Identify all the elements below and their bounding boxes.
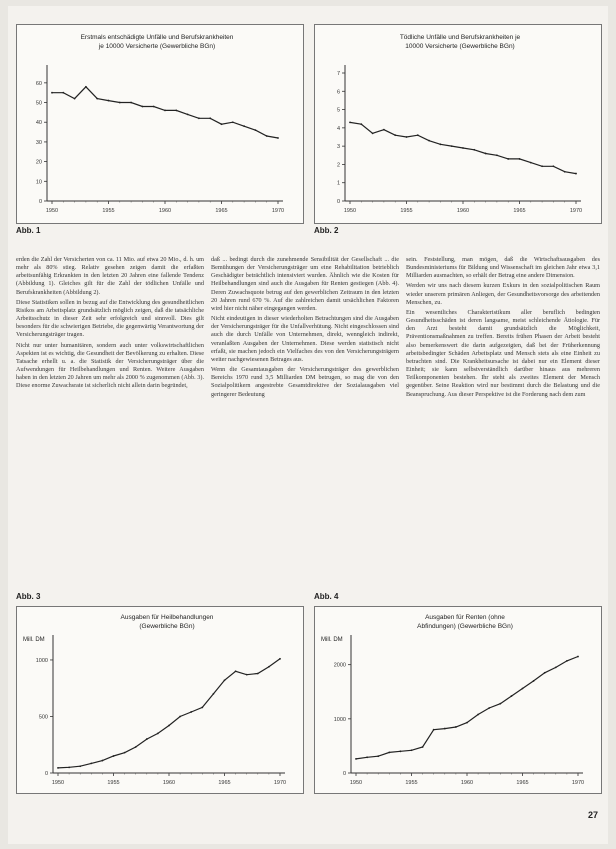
- data-point: [74, 98, 76, 100]
- data-point: [533, 680, 535, 682]
- paragraph: Werden wir uns nach diesem kurzen Exkurs in den sozialpolitischen Raum wieder unserem primären Anliegen, der Gesundheitsvorsorge des arbeitenden Menschen, zu.: [406, 282, 600, 306]
- data-point: [85, 86, 87, 88]
- data-point: [417, 134, 419, 136]
- paragraph: Diese Statistiken sollen in bezug auf die Entwicklung des gesundheitlichen Risikos am Arbeitsplatz grundsätzlich möglich zeigen, daß die tatsächliche Arbeitsschutz in dieser Zeit sehr erfolgreich und sinnvoll. Dies gilt besonders für die schwierigen Betriebe, die gegenwärtig Verantwortung der Versicherungsträger tragen.: [16, 298, 204, 339]
- data-point: [462, 147, 464, 149]
- data-point: [511, 695, 513, 697]
- data-point: [388, 752, 390, 754]
- x-tick-label: 1950: [51, 780, 65, 786]
- x-tick-label: 1965: [218, 780, 231, 786]
- x-tick-label: 1970: [273, 780, 287, 786]
- data-point: [394, 134, 396, 136]
- data-point: [488, 707, 490, 709]
- data-point: [575, 173, 577, 175]
- data-point: [157, 733, 159, 735]
- data-point: [499, 703, 501, 705]
- data-point: [433, 729, 435, 731]
- y-tick-label: 10: [35, 179, 42, 186]
- x-tick-label: 1965: [513, 208, 526, 214]
- series-line: [356, 657, 578, 759]
- text-column-2: [211, 256, 399, 401]
- data-point: [577, 656, 579, 658]
- chart-2-fatal-accidents: [315, 25, 601, 223]
- data-point: [372, 132, 374, 134]
- data-point: [179, 716, 181, 718]
- y-tick-label: 0: [44, 771, 48, 777]
- figure-2-label: Abb. 2: [314, 226, 339, 235]
- x-tick-label: 1955: [102, 208, 115, 214]
- data-point: [440, 143, 442, 145]
- chart-title: Abfindungen) (Gewerbliche BGn): [417, 623, 513, 630]
- y-tick-label: 500: [38, 714, 48, 721]
- data-point: [496, 154, 498, 156]
- y-tick-label: 6: [336, 89, 340, 96]
- paragraph: Nicht eindeutigen in dieser wiederholten Betrachtungen sind die Ausgaben der Versicherungsträger für die Unfallverhütung. Nicht eingeschlossen sind auch die durch Unfälle von Unternehmen, direkt, wenngleich indirekt, veranlaßten Ausgaben der Unternehmen. Diese werden statistisch nicht erfaßt, sie machen jedoch ein Vielfaches des von den Versicherungsträgern weiter nachgewiesenen Betrages aus.: [211, 315, 399, 363]
- data-point: [366, 756, 368, 758]
- paragraph: erden die Zahl der Versicherten von ca. 11 Mio. auf etwa 20 Mio., d. h. um mehr als 80% stieg. Relativ gesehen zeigen damit die erfaßten arbeitsunfähig Erkrankten in den letzten 20 Jahren eine fallende Tendenz (Abbildung 1). Gleiches gilt für die Zahl der tödlichen Unfälle und Berufskrankheiten (Abbildung 2).: [16, 256, 204, 296]
- data-point: [108, 100, 110, 102]
- chart-1-accidents: [17, 25, 303, 223]
- data-point: [96, 98, 98, 100]
- data-point: [455, 726, 457, 728]
- data-point: [277, 137, 279, 139]
- data-point: [519, 158, 521, 160]
- paragraph: Nicht nur unter humanitären, sondern auch unter volkswirtschaftlichen Aspekten ist es wichtig, die Gesundheit der Bevölkerung zu erhalten. Diese Tatsache erhellt u. a. die Statistik der Versicherungsträger über die Aufwendungen für Heilbehandlungen und Renten. Weitere Ausgaben haben in den letzten 20 Jahren um mehr als 2000 % zugenommen (Abb. 3). Diese enorme Zuwachsrate ist sicherlich nicht allein darin begründet,: [16, 341, 204, 390]
- x-tick-label: 1965: [516, 780, 529, 786]
- paragraph: Wenn die Gesamtausgaben der Versicherungsträger des gewerblichen Bereichs 1970 rund 3,5 Milliarden DM betrugen, so mag die von den Sozialpolitikern angestrebte Gesamtdirektive der Sozialausgaben viel geringerer Bedeutung: [211, 366, 399, 398]
- y-tick-label: 4: [336, 125, 340, 132]
- x-tick-label: 1960: [456, 208, 470, 214]
- data-point: [113, 755, 115, 757]
- paragraph: Ein wesentliches Charakteristikum aller beruflich bedingten Gesundheitsschäden ist deren langsame, meist schleichende Ätiologie. Für den Arzt besteht damit grundsätzlich die Möglichkeit, Präventionsmaßnahmen zu treffen. Bereits frühen Phasen der Arbeit besteht also bemerkenswert die darin aufgezeigten, daß bei der Früherkennung arbeitsbedingter Schäden Arbeitsplatz und Mensch stets als eine Einheit zu betrachten sind. Die Krankheitsursache ist dabei nur ein Element dieser Einheit; sie kann selbstverständlich darüber hinaus aus mehreren Teilkomponenten bestehen. Ihr steht als zweites Element der Mensch gegenüber. Seine Reaktion wird nur bestimmt durch die Belastung und die Beanspruchung. Aus dieser Perspektive ist die Forderung nach dem zum: [406, 308, 600, 398]
- data-point: [198, 117, 200, 119]
- y-tick-label: 7: [336, 71, 340, 77]
- data-point: [544, 672, 546, 674]
- y-tick-label: 5: [336, 107, 340, 114]
- chart-title: 10000 Versicherte (Gewerbliche BGn): [405, 43, 515, 50]
- x-tick-label: 1970: [571, 780, 585, 786]
- data-point: [422, 746, 424, 748]
- data-point: [444, 728, 446, 730]
- data-point: [68, 766, 70, 768]
- y-tick-label: 50: [35, 100, 42, 107]
- chart-4-pension-costs: [315, 607, 601, 793]
- data-point: [411, 749, 413, 751]
- data-point: [451, 145, 453, 147]
- data-point: [355, 758, 357, 760]
- data-point: [257, 673, 259, 675]
- data-point: [473, 149, 475, 151]
- data-point: [124, 752, 126, 754]
- data-point: [428, 140, 430, 142]
- y-tick-label: 1000: [35, 657, 48, 664]
- data-point: [57, 767, 59, 769]
- data-point: [485, 153, 487, 155]
- data-point: [232, 121, 234, 123]
- data-point: [566, 660, 568, 662]
- data-point: [164, 110, 166, 112]
- data-point: [349, 121, 351, 123]
- page-number: 27: [588, 810, 599, 820]
- figure-2-frame: [314, 24, 602, 224]
- data-point: [507, 158, 509, 160]
- paragraph: daß ... bedingt durch die zunehmende Sensibilität der Gesellschaft ... die Bemühungen der Versicherungsträger um eine Rehabilitation betrieblich Geschädigter beträchtlich intensiviert wurden. Ähnlich wie die Kosten für Heilbehandlungen sind auch die Ausgaben für Renten gestiegen (Abb. 4). Deren Zuwachsquote betrug auf den gewerblichen Zeitraum in den letzten 20 Jahren rund 670 %. Auf die zahlreichen damit ursächlichen Faktoren wird hier nicht näher eingegangen werden.: [211, 256, 399, 312]
- figure-4-frame: [314, 606, 602, 794]
- figure-1-label: Abb. 1: [16, 226, 41, 235]
- data-point: [360, 123, 362, 125]
- data-point: [243, 125, 245, 127]
- x-tick-label: 1955: [400, 208, 413, 214]
- data-point: [187, 113, 189, 115]
- x-tick-label: 1970: [271, 208, 285, 214]
- x-tick-label: 1955: [107, 780, 120, 786]
- data-point: [146, 738, 148, 740]
- data-point: [377, 755, 379, 757]
- y-axis-label: Mill. DM: [321, 637, 343, 643]
- chart-3-medical-costs: [17, 607, 303, 793]
- data-point: [102, 760, 104, 762]
- chart-title: Ausgaben für Renten (ohne: [425, 614, 505, 621]
- data-point: [142, 106, 144, 108]
- y-tick-label: 40: [35, 120, 42, 127]
- chart-title: Tödliche Unfälle und Berufskrankheiten je: [399, 34, 521, 41]
- x-tick-label: 1950: [45, 208, 59, 214]
- chart-title: je 10000 Versicherte (Gewerbliche BGn): [98, 43, 216, 50]
- data-point: [279, 658, 281, 660]
- y-tick-label: 30: [35, 139, 42, 146]
- data-point: [522, 688, 524, 690]
- y-tick-label: 2000: [333, 662, 346, 669]
- data-point: [406, 136, 408, 138]
- x-tick-label: 1950: [349, 780, 363, 786]
- x-tick-label: 1960: [162, 780, 176, 786]
- data-point: [255, 129, 257, 131]
- figure-3-label: Abb. 3: [16, 592, 41, 601]
- data-point: [119, 102, 121, 104]
- figure-1-frame: [16, 24, 304, 224]
- data-point: [268, 666, 270, 668]
- y-tick-label: 1000: [333, 716, 346, 723]
- series-line: [52, 87, 278, 138]
- y-tick-label: 1: [336, 180, 340, 187]
- data-point: [224, 679, 226, 681]
- chart-title: (Gewerbliche BGn): [139, 623, 195, 630]
- paragraph: sein. Feststellung, man mögen, daß die Wirtschaftsausgaben des Bundesministeriums für Bildung und Wissenschaft im gleichen Jahr etwa 3,1 Milliarden ausmachten, so erhält der Betrag eine andere Dimension.: [406, 256, 600, 280]
- figure-3-frame: [16, 606, 304, 794]
- data-point: [51, 92, 53, 94]
- data-point: [90, 762, 92, 764]
- y-tick-label: 0: [38, 199, 42, 205]
- data-point: [246, 674, 248, 676]
- data-point: [266, 135, 268, 137]
- data-point: [213, 693, 215, 695]
- data-point: [190, 711, 192, 713]
- data-point: [201, 707, 203, 709]
- y-tick-label: 0: [336, 199, 340, 205]
- y-tick-label: 60: [35, 80, 42, 87]
- x-tick-label: 1960: [158, 208, 172, 214]
- y-axis-label: Mill. DM: [23, 637, 45, 643]
- chart-title: Erstmals entschädigte Unfälle und Berufskrankheiten: [80, 34, 234, 41]
- data-point: [130, 102, 132, 104]
- magazine-page: [8, 6, 608, 844]
- y-tick-label: 20: [35, 159, 42, 166]
- x-tick-label: 1950: [343, 208, 357, 214]
- data-point: [62, 92, 64, 94]
- data-point: [209, 117, 211, 119]
- data-point: [175, 110, 177, 112]
- data-point: [235, 670, 237, 672]
- data-point: [466, 722, 468, 724]
- figure-4-label: Abb. 4: [314, 592, 339, 601]
- x-tick-label: 1970: [569, 208, 583, 214]
- x-tick-label: 1960: [460, 780, 474, 786]
- data-point: [135, 746, 137, 748]
- data-point: [221, 123, 223, 125]
- data-point: [153, 106, 155, 108]
- y-tick-label: 2: [336, 162, 340, 169]
- data-point: [79, 765, 81, 767]
- y-tick-label: 3: [336, 144, 340, 151]
- text-column-3: [406, 256, 600, 401]
- x-tick-label: 1965: [215, 208, 228, 214]
- data-point: [477, 714, 479, 716]
- data-point: [564, 171, 566, 173]
- data-point: [553, 165, 555, 167]
- x-tick-label: 1955: [405, 780, 418, 786]
- y-tick-label: 0: [342, 771, 346, 777]
- chart-title: Ausgaben für Heilbehandlungen: [120, 614, 214, 621]
- data-point: [383, 129, 385, 131]
- data-point: [400, 750, 402, 752]
- data-point: [168, 725, 170, 727]
- data-point: [541, 165, 543, 167]
- data-point: [555, 666, 557, 668]
- data-point: [530, 162, 532, 164]
- text-column-1: [16, 256, 204, 393]
